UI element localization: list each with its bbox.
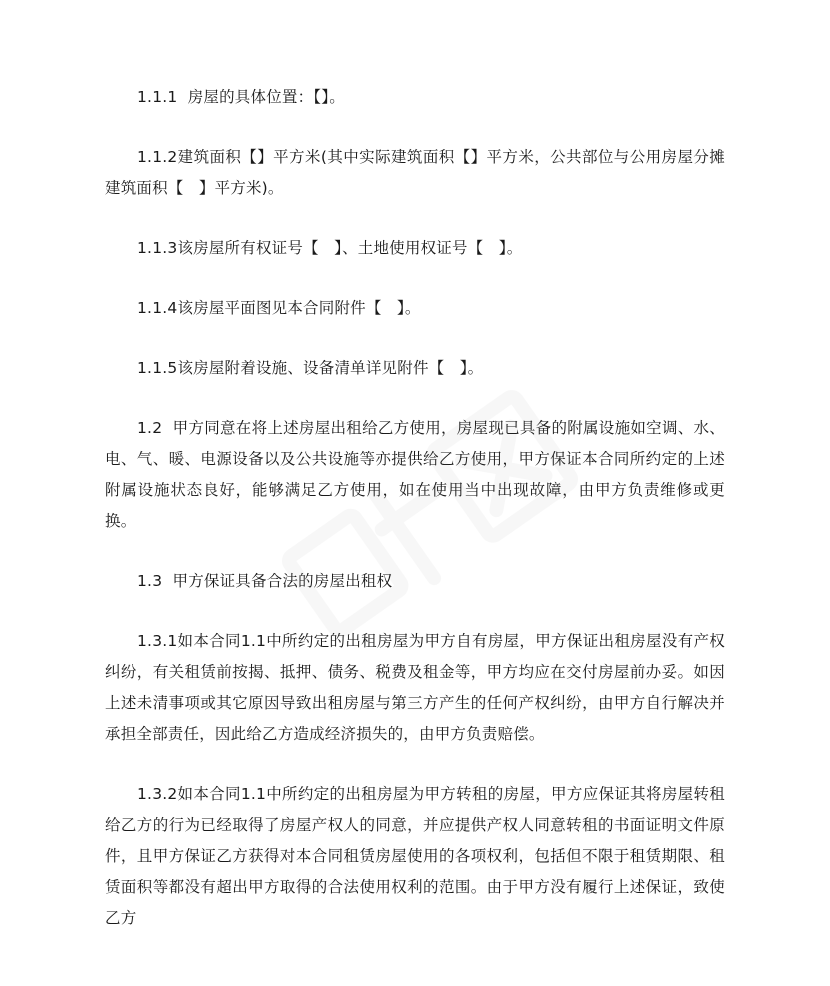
clause-1-3-2: 1.3.2如本合同1.1中所约定的出租房屋为甲方转租的房屋，甲方应保证其将房屋转租给乙方的行为已经取得了房屋产权人的同意，并应提供产权人同意转租的书面证明文件原件，且甲方保证乙方获得对本合同租赁房屋使用的各项权利，包括但不限于租赁期限、租赁面积等都没有超出甲方取得的合法使用权利的范围。由于甲方没有履行上述保证，致使乙方 xyxy=(105,785,725,927)
paragraph-gap xyxy=(105,113,725,142)
paragraph-gap xyxy=(105,384,725,413)
paragraph-gap xyxy=(105,324,725,353)
document-body xyxy=(105,82,725,934)
clause-1-1-3: 1.1.3该房屋所有权证号【 】、土地使用权证号【 】。 xyxy=(137,239,523,257)
clause-1-1-4: 1.1.4该房屋平面图见本合同附件【 】。 xyxy=(137,299,421,317)
paragraph-gap xyxy=(105,204,725,233)
clause-1-1-5: 1.1.5该房屋附着设施、设备清单详见附件【 】。 xyxy=(137,359,484,377)
paragraph-gap xyxy=(105,264,725,293)
paragraph-gap xyxy=(105,537,725,566)
clause-1-3: 1.3 甲方保证具备合法的房屋出租权 xyxy=(137,572,393,590)
clause-1-3-1: 1.3.1如本合同1.1中所约定的出租房屋为甲方自有房屋，甲方保证出租房屋没有产权纠纷，有关租赁前按揭、抵押、债务、税费及租金等，甲方均应在交付房屋前办妥。如因上述未清事项或其它原因导致出租房屋与第三方产生的任何产权纠纷，由甲方自行解决并承担全部责任，因此给乙方造成经济损失的，由甲方负责赔偿。 xyxy=(105,632,725,743)
paragraph-gap xyxy=(105,597,725,626)
clause-1-1-1: 1.1.1 房屋的具体位置：【】。 xyxy=(137,88,345,106)
clause-1-1-2: 1.1.2建筑面积【】平方米(其中实际建筑面积【】平方米，公共部位与公用房屋分摊建筑面积【 】平方米)。 xyxy=(105,148,725,197)
paragraph-gap xyxy=(105,750,725,779)
clause-1-2: 1.2 甲方同意在将上述房屋出租给乙方使用，房屋现已具备的附属设施如空调、水、电、气、暖、电源设备以及公共设施等亦提供给乙方使用，甲方保证本合同所约定的上述附属设施状态良好，能够满足乙方使用，如在使用当中出现故障，由甲方负责维修或更换。 xyxy=(105,419,725,530)
